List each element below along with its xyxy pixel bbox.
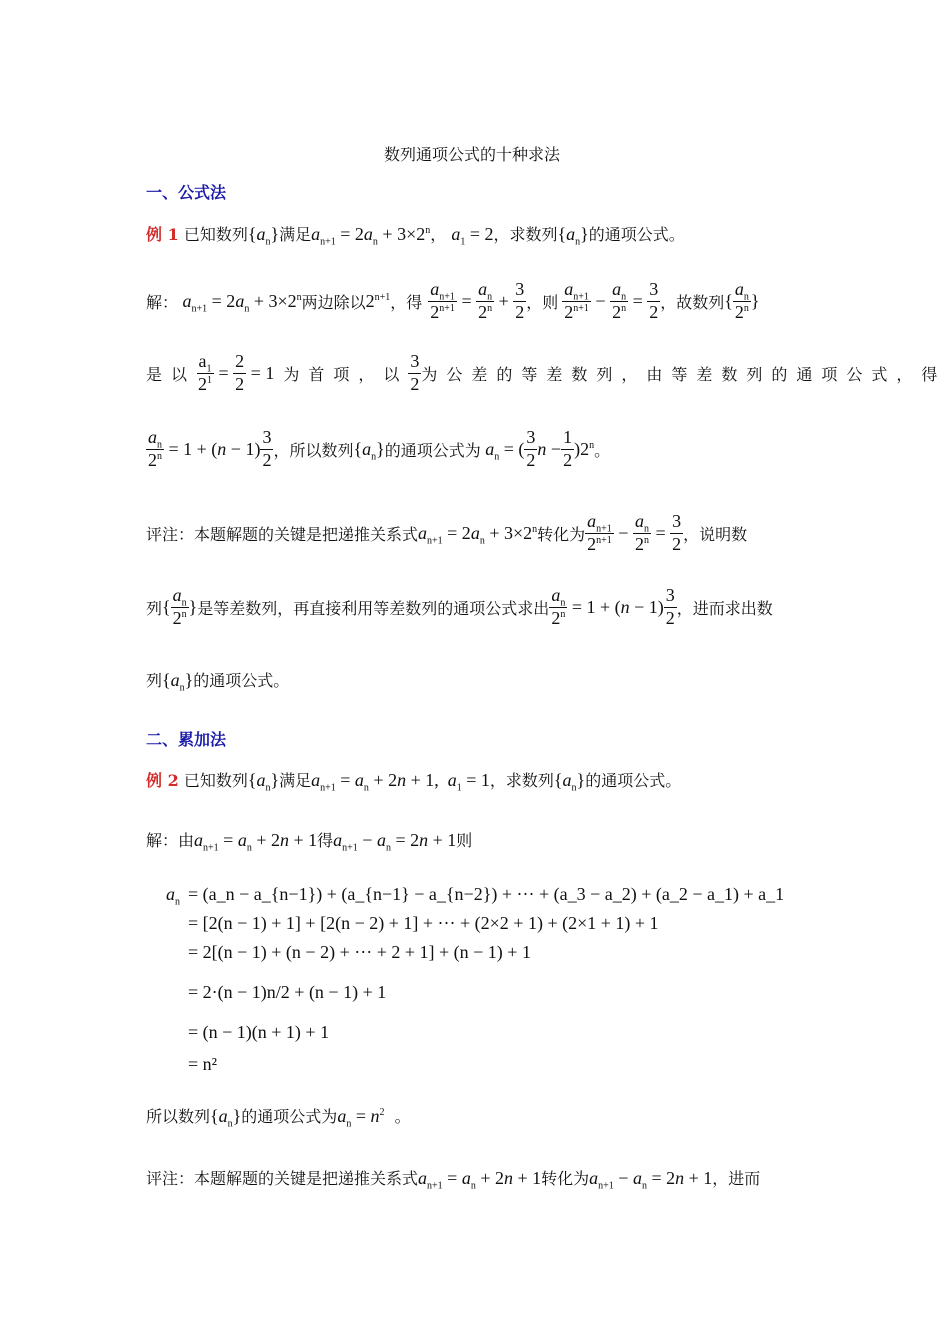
note-1-line-2: 列 { $a_n$ 2$^n$ } 是等差数列，再直接利用等差数列的通项公式求出 $\frac{a_n}{2^n}$ = 1 + (n − 1) 3 2 ，进而求出数	[146, 585, 773, 628]
derivation-step: = 2·(n − 1)n/2 + (n − 1) + 1	[188, 982, 387, 1002]
example-1: 例 1 已知数列$\{a_n\}$满足$a_{n+1} = 2a_n + 3\times 2^n$， $a_1 = 2$，求数列$\{a_n\}$的通项公式。	[146, 224, 685, 248]
derivation-step: = (n − 1)(n + 1) + 1	[188, 1022, 330, 1042]
solution-2-conclusion: 所以数列$\{a_n\}$的通项公式为$a_n = n^2$ 。	[146, 1106, 411, 1130]
derivation-step: = n²	[188, 1054, 218, 1074]
example-2: 例 2 已知数列$\{a_n\}$满足$a_{n+1} = a_n + 2n + 1$, $a_1 = 1$，求数列$\{a_n\}$的通项公式。	[146, 770, 682, 794]
solution-1-line-3: $\frac{a_n}{2^n}$ = 1 + (n − 1) 3 2 ，所以数列 $\{a_n\}$ 的通项公式为 $a_n$ = ( 3 2 n − $\frac{1}{2}$ )2$^n$ 。	[148, 427, 611, 470]
example-label: 例 2	[146, 771, 179, 790]
note-1-line-1: 评注：本题解题的关键是把递推关系式 $a_{n+1} = 2a_n + 3\times 2^n$ 转化为 $a_{n+1}$ $2^{n+1}$ − $\frac{a_n}{2^n}$ = $\frac{3}{2}$ ，说明数	[146, 511, 748, 554]
derivation-step: = [2(n − 1) + 1] + [2(n − 2) + 1] + ··· + (2×2 + 1) + (2×1 + 1) + 1	[188, 913, 659, 933]
derivation-lhs: $a_n$	[166, 884, 180, 908]
solution-1-line-2: 是以 $\frac{a_1}{2^1}$ = $\frac{2}{2}$ = 1 为首项，以 3 2 为公差的等差数列，由等差数列的通项公式，得	[146, 351, 947, 394]
example-label: 例 1	[146, 225, 179, 244]
page-title: 数列通项公式的十种求法	[384, 145, 561, 164]
derivation-step: = (a_n − a_{n−1}) + (a_{n−1} − a_{n−2}) + ··· + (a_3 − a_2) + (a_2 − a_1) + a_1	[188, 884, 785, 904]
derivation-step: = 2[(n − 1) + (n − 2) + ··· + 2 + 1] + (n − 1) + 1	[188, 942, 531, 962]
note-1-line-3: 列$\{a_n\}$的通项公式。	[146, 670, 290, 694]
section-heading-formula: 一、公式法	[146, 183, 227, 202]
solution-2-line-1: 解：由$a_{n+1} = a_n + 2n + 1$得$a_{n+1} - a_n = 2n + 1$则	[146, 830, 473, 854]
solution-1-line-1: 解： $a_{n+1} = 2a_n + 3\times 2^n$ 两边除以 $2^{n+1}$ ，得 $\frac{a_{n+1}}{2^{n+1}}$ = $\frac{a_n}{2^n}$ + $\frac{3}{2}$ ，则 $a_{n+1}$ $2^{n+1}$ − $\frac{a_n}{2^n}$ = $\frac{3}{2}$ ，故数列 { $a_n$ 2$^n$ }	[146, 279, 760, 322]
section-heading-summation: 二、累加法	[146, 730, 227, 749]
note-2-line-1: 评注：本题解题的关键是把递推关系式$a_{n+1} = a_n + 2n + 1$转化为$a_{n+1} - a_n = 2n + 1$，进而	[146, 1168, 761, 1192]
